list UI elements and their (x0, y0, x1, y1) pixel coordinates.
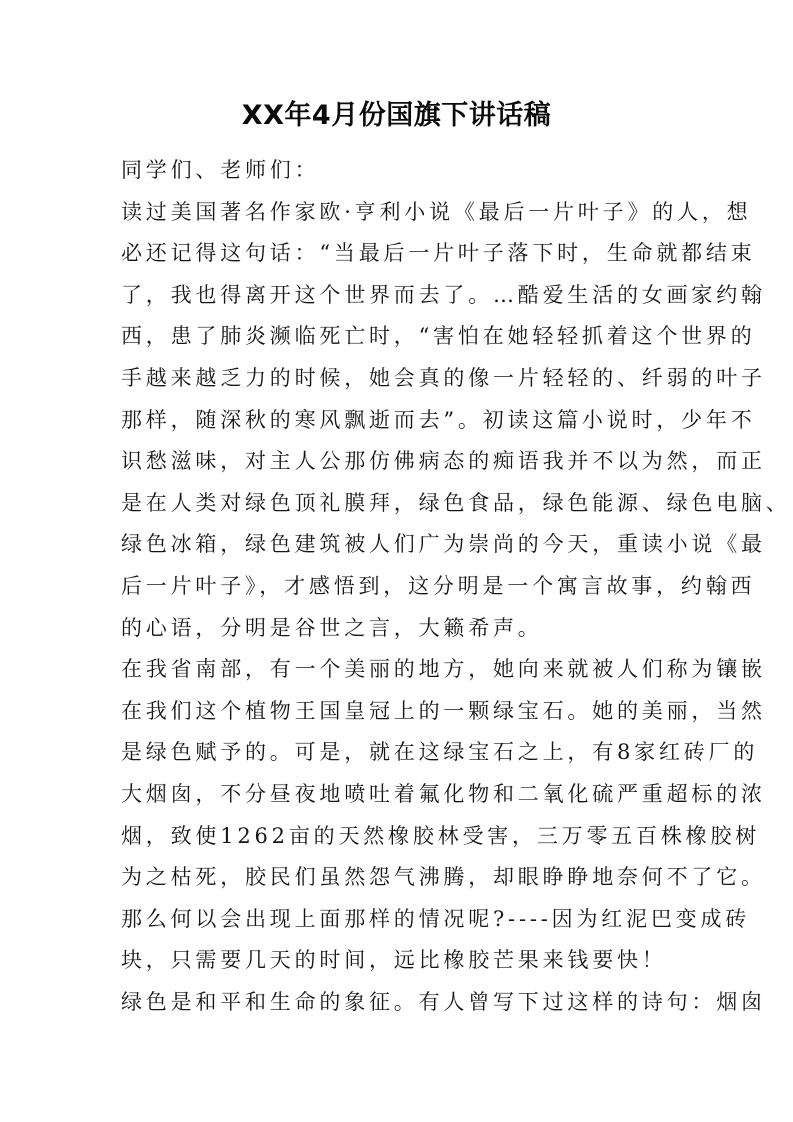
text-line: 块，只需要几天的时间，远比橡胶芒果来钱要快！ (121, 948, 667, 973)
text-line: 大烟囱，不分昼夜地喷吐着氟化物和二氧化硫严重超标的浓 (121, 781, 766, 806)
text-line: 那样，随深秋的寒风飘逝而去”。初读这篇小说时，少年不 (121, 407, 756, 432)
text-line: 是在人类对绿色顶礼膜拜，绿色食品，绿色能源、绿色电脑、 (121, 490, 791, 515)
paragraph-3 (121, 899, 751, 982)
text-line: 在我们这个植物王国皇冠上的一颗绿宝石。她的美丽，当然 (121, 698, 766, 723)
text-line: 后一片叶子》，才感悟到，这分明是一个寓言故事，约翰西 (121, 573, 756, 598)
text-line: 必还记得这句话：“当最后一片叶子落下时，生命就都结束 (121, 241, 756, 266)
text-line: 西，患了肺炎濒临死亡时，“害怕在她轻轻抓着这个世界的 (121, 324, 756, 349)
text-line: 手越来越乏力的时候，她会真的像一片轻轻的、纤弱的叶子 (121, 365, 766, 390)
text-line: 烟，致使1262亩的天然橡胶林受害，三万零五百株橡胶树 (121, 823, 761, 848)
text-line: 在我省南部，有一个美丽的地方，她向来就被人们称为镶嵌 (121, 657, 766, 682)
page-title: XX年4月份国旗下讲话稿 (241, 100, 552, 131)
text-line: 的心语，分明是谷世之言，大籁希声。 (121, 615, 543, 640)
text-line: 是绿色赋予的。可是，就在这绿宝石之上，有8家红砖厂的 (121, 740, 759, 765)
text-line: 为之枯死，胶民们虽然怨气沸腾，却眼睁睁地奈何不了它。 (121, 865, 766, 890)
text-line: 读过美国著名作家欧·亨利小说《最后一片叶子》的人，想 (121, 199, 752, 224)
text-line: 绿色是和平和生命的象征。有人曾写下过这样的诗句：烟囱 (121, 989, 766, 1014)
document-body (121, 150, 791, 1023)
text-line: 那么何以会出现上面那样的情况呢?----因为红泥巴变成砖 (121, 906, 751, 931)
text-line: 绿色冰箱，绿色建筑被人们广为崇尚的今天，重读小说《最 (121, 532, 766, 557)
text-line: 了，我也得离开这个世界而去了。…酷爱生活的女画家约翰 (121, 282, 766, 307)
paragraph-2 (121, 649, 766, 899)
text-line: 识愁滋味，对主人公那仿佛病态的痴语我并不以为然，而正 (121, 449, 766, 474)
greeting: 同学们、老师们： (121, 158, 320, 182)
paragraph-4 (121, 982, 766, 1024)
paragraph-1 (121, 192, 791, 650)
